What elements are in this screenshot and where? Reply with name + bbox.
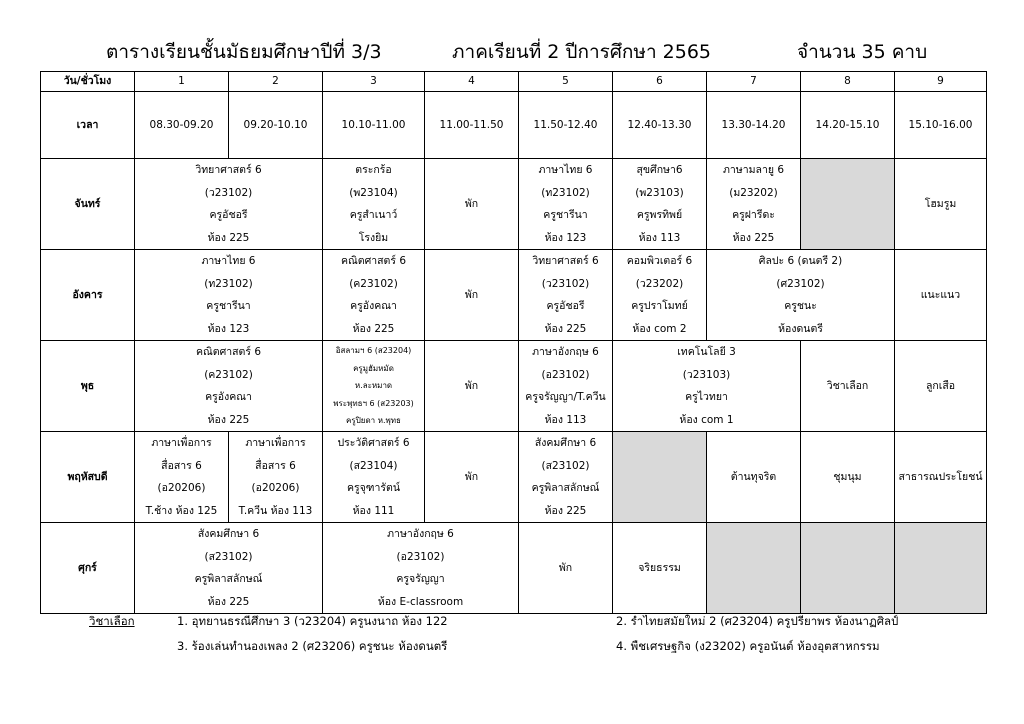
class-cell (323, 432, 425, 523)
break-cell: พัก (425, 341, 519, 432)
teacher: ครูสำเนาว์ (349, 209, 398, 221)
room: ห้อง E-classroom (377, 595, 464, 608)
teacher: ครูไวทยา (685, 391, 728, 403)
class-cell (613, 250, 707, 341)
course-code: (ส23102) (541, 459, 590, 472)
class-cell (613, 159, 707, 250)
activity-cell: ชุมนุม (801, 432, 895, 523)
teacher: ครูชารีนา (206, 300, 251, 312)
teacher: ครูอัชอรี (209, 209, 248, 221)
time-cell: 08.30-09.20 (135, 92, 229, 159)
subject: อิสลามฯ 6 (ส23204) (335, 346, 412, 356)
class-cell (135, 250, 323, 341)
time-cell: 12.40-13.30 (613, 92, 707, 159)
room: ห้อง 225 (732, 231, 775, 244)
subject: เทคโนโลยี 3 (677, 346, 736, 358)
teacher: ครูพิลาสลักษณ์ (531, 482, 600, 494)
break-cell: พัก (519, 523, 613, 614)
course-code: (อ20206) (157, 482, 206, 494)
period-header: 8 (801, 72, 895, 92)
elective-item: 2. รำไทยสมัยใหม่ 2 (ศ23204) ครูปรียาพร ห้องนาฏศิลป์ (616, 614, 899, 628)
elective-item: 1. อุทยานธรณีศึกษา 3 (ว23204) ครูนงนาถ ห้อง 122 (177, 614, 448, 628)
class-cell (135, 523, 323, 614)
room: ห้อง 225 (544, 504, 587, 517)
class-cell (323, 159, 425, 250)
room: ห้อง 123 (544, 231, 587, 244)
room: ห้อง 225 (207, 231, 250, 244)
subject: ภาษาเพื่อการ (245, 437, 306, 449)
period-header: 2 (229, 72, 323, 92)
room: ห้อง 225 (207, 595, 250, 608)
time-cell: 14.20-15.10 (801, 92, 895, 159)
teacher: ครูชารีนา (543, 209, 588, 221)
teacher: ครูอังคณา (350, 300, 397, 312)
class-cell (707, 159, 801, 250)
teacher: ครูพิลาสลักษณ์ (194, 573, 263, 585)
period-header: 6 (613, 72, 707, 92)
header-row (41, 72, 987, 92)
elective-item: 3. ร้องเล่นทำนองเพลง 2 (ศ23206) ครูชนะ ห้องดนตรี (177, 639, 448, 653)
teacher: ครูอังคณา (205, 391, 252, 403)
class-cell (323, 341, 425, 432)
class-cell (519, 159, 613, 250)
empty-cell (801, 523, 895, 614)
class-cell (323, 250, 425, 341)
room: ห้อง 123 (207, 322, 250, 335)
course-code: (ว23102) (541, 277, 590, 290)
subject: ภาษาไทย 6 (538, 164, 593, 176)
subject: สังคมศึกษา 6 (197, 528, 260, 540)
subject: ภาษาไทย 6 (201, 255, 256, 267)
class-cell (229, 432, 323, 523)
course-code: (ท23102) (541, 186, 590, 199)
activity-cell: จริยธรรม (613, 523, 707, 614)
activity-cell: ลูกเสือ (895, 341, 987, 432)
subject: ภาษาอังกฤษ 6 (532, 346, 599, 358)
break-cell: พัก (425, 159, 519, 250)
course-code: (ม23202) (729, 186, 778, 199)
page-title: ตารางเรียนชั้นมัธยมศึกษาปีที่ 3/3 (106, 41, 382, 63)
activity-cell: แนะแนว (895, 250, 987, 341)
teacher: ครูจรัญญา (396, 573, 445, 585)
room: ห้อง 111 (352, 504, 395, 517)
period-header: 7 (707, 72, 801, 92)
period-header: 4 (425, 72, 519, 92)
empty-cell (895, 523, 987, 614)
room: ห้องดนตรี (778, 322, 823, 335)
teacher: ครูจุฑารัตน์ (346, 482, 401, 494)
teacher: ครูจรัญญา/T.ควีน (525, 391, 606, 403)
subject: ตระกร้อ (355, 164, 392, 176)
class-cell (613, 341, 801, 432)
course-code: (ค23102) (204, 368, 253, 381)
day-name: พุธ (41, 341, 135, 432)
teacher: ครูชนะ (784, 300, 817, 312)
subject: ภาษาอังกฤษ 6 (387, 528, 454, 540)
break-cell: พัก (425, 250, 519, 341)
subject: วิทยาศาสตร์ 6 (195, 164, 262, 176)
room: ห้อง com 1 (679, 413, 734, 426)
subject: วิทยาศาสตร์ 6 (532, 255, 599, 267)
subject: ประวัติศาสตร์ 6 (337, 437, 410, 449)
course-code: (ส23102) (204, 550, 253, 563)
class-cell (519, 432, 613, 523)
course-code: (ค23102) (349, 277, 398, 290)
timetable (40, 71, 987, 614)
subject: สื่อสาร 6 (161, 459, 202, 472)
period-header: 5 (519, 72, 613, 92)
course-code: (ว23103) (682, 368, 731, 381)
class-cell (707, 250, 895, 341)
class-cell (519, 341, 613, 432)
room: ห้อง 225 (352, 322, 395, 335)
activity-cell: สาธารณประโยชน์ (895, 432, 987, 523)
empty-cell (707, 523, 801, 614)
day-row-monday (41, 159, 987, 250)
course-code: (อ23102) (541, 368, 590, 381)
periods-total-label: จำนวน 35 คาบ (797, 41, 928, 63)
day-name: ศุกร์ (41, 523, 135, 614)
time-cell: 11.00-11.50 (425, 92, 519, 159)
time-cell: 09.20-10.10 (229, 92, 323, 159)
teacher: ครูมูฮัมหมัด (353, 363, 394, 373)
subject: พระพุทธฯ 6 (ส23203) (333, 398, 414, 408)
subject: คณิตศาสตร์ 6 (195, 346, 262, 358)
period-header: 9 (895, 72, 987, 92)
subject: คอมพิวเตอร์ 6 (626, 255, 693, 267)
subject: สื่อสาร 6 (255, 459, 296, 472)
room: ห.ละหมาด (354, 381, 393, 391)
elective-item: 4. พืชเศรษฐกิจ (ง23202) ครูอนันต์ ห้องอุตสาหกรรม (616, 639, 880, 653)
activity-cell: วิชาเลือก (801, 341, 895, 432)
course-code: (ว23102) (204, 186, 253, 199)
time-cell: 13.30-14.20 (707, 92, 801, 159)
course-code: (อ23102) (396, 550, 445, 563)
day-name: พฤหัสบดี (41, 432, 135, 523)
teacher: ครูปิยดา ห.พุทธ (346, 416, 401, 426)
subject: ภาษาเพื่อการ (151, 437, 212, 449)
time-cell: 10.10-11.00 (323, 92, 425, 159)
electives-label: วิชาเลือก (89, 614, 135, 628)
course-code: (พ23103) (635, 186, 684, 199)
class-cell (135, 341, 323, 432)
subject: ภาษามลายู 6 (722, 164, 785, 176)
class-cell (135, 432, 229, 523)
day-row-tuesday (41, 250, 987, 341)
class-cell (135, 159, 323, 250)
day-row-wednesday (41, 341, 987, 432)
subject: ศิลปะ 6 (ดนตรี 2) (758, 255, 843, 267)
day-name: จันทร์ (41, 159, 135, 250)
class-cell (519, 250, 613, 341)
activity-cell: โฮมรูม (895, 159, 987, 250)
room: ห้อง com 2 (632, 322, 687, 335)
day-row-thursday (41, 432, 987, 523)
break-cell: พัก (425, 432, 519, 523)
teacher-room: T.ควีน ห้อง 113 (238, 504, 313, 517)
empty-cell (801, 159, 895, 250)
teacher: ครูอัชอรี (546, 300, 585, 312)
empty-cell (613, 432, 707, 523)
term-label: ภาคเรียนที่ 2 ปีการศึกษา 2565 (452, 41, 712, 63)
room: ห้อง 225 (207, 413, 250, 426)
teacher-room: T.ช้าง ห้อง 125 (145, 504, 218, 517)
time-cell: 11.50-12.40 (519, 92, 613, 159)
teacher: ครูพรทิพย์ (636, 209, 683, 221)
time-cell: 15.10-16.00 (895, 92, 987, 159)
subject: สังคมศึกษา 6 (534, 437, 597, 449)
room: โรงยิม (358, 231, 389, 244)
subject: สุขศึกษา6 (636, 164, 683, 176)
subject: คณิตศาสตร์ 6 (340, 255, 407, 267)
room: ห้อง 113 (638, 231, 681, 244)
activity-cell: ต้านทุจริต (707, 432, 801, 523)
time-label: เวลา (41, 92, 135, 159)
day-name: อังคาร (41, 250, 135, 341)
day-row-friday (41, 523, 987, 614)
time-row (41, 92, 987, 159)
period-header: 1 (135, 72, 229, 92)
corner-header: วัน/ชั่วโมง (41, 72, 135, 92)
period-header: 3 (323, 72, 425, 92)
teacher: ครูปราโมทย์ (631, 300, 688, 312)
course-code: (พ23104) (349, 186, 398, 199)
course-code: (ท23102) (204, 277, 253, 290)
class-cell (323, 523, 519, 614)
room: ห้อง 113 (544, 413, 587, 426)
course-code: (ว23202) (635, 277, 684, 290)
course-code: (ส23104) (349, 459, 398, 472)
course-code: (อ20206) (251, 482, 300, 494)
teacher: ครูฝารีดะ (732, 209, 775, 221)
course-code: (ศ23102) (776, 277, 825, 290)
room: ห้อง 225 (544, 322, 587, 335)
